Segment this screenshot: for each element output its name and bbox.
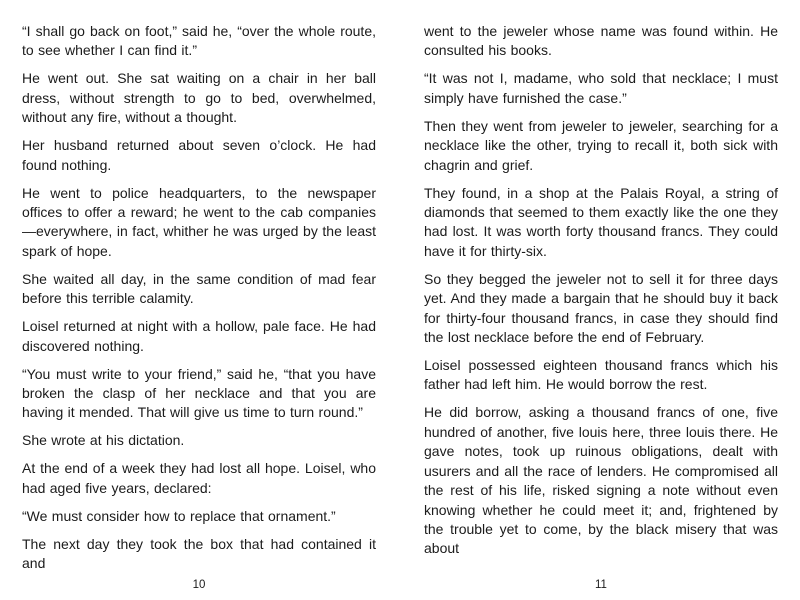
page-left	[22, 22, 376, 600]
paragraph: “It was not I, madame, who sold that necklace; I must simply have furnished the case.”	[424, 70, 778, 106]
paragraph: “You must write to your friend,” said he, “that you have broken the clasp of her necklace and that you are having it mended. That will give us time to turn round.”	[22, 365, 376, 421]
paragraph: So they begged the jeweler not to sell it for three days yet. And they made a bargain that he should buy it back for thirty-four thousand francs, in case they should find the lost necklace before the end of February.	[424, 270, 778, 346]
paragraph: Her husband returned about seven o’clock. He had found nothing.	[22, 137, 376, 173]
paragraph: The next day they took the box that had contained it and	[22, 535, 376, 572]
paragraph: She waited all day, in the same condition of mad fear before this terrible calamity.	[22, 270, 376, 307]
paragraph: went to the jeweler whose name was found within. He consulted his books.	[424, 23, 778, 59]
paragraph: He went out. She sat waiting on a chair in her ball dress, without strength to go to bed, overwhelmed, without any fire, without a thought.	[22, 70, 376, 126]
paragraph: “I shall go back on foot,” said he, “over the whole route, to see whether I can find it.”	[22, 23, 376, 59]
paragraph: Then they went from jeweler to jeweler, searching for a necklace like the other, trying to recall it, both sick with chagrin and grief.	[424, 117, 778, 173]
paragraph: They found, in a shop at the Palais Royal, a string of diamonds that seemed to them exactly like the one they had lost. It was worth forty thousand francs. They could have it for thirty-six.	[424, 184, 778, 259]
paragraph: He went to police headquarters, to the newspaper offices to offer a reward; he went to the cab companies—everywhere, in fact, whither he was urged by the least spark of hope.	[22, 184, 376, 259]
page-left-text	[22, 22, 376, 574]
paragraph: “We must consider how to replace that ornament.”	[22, 507, 336, 524]
page-right	[424, 22, 778, 600]
page-right-number: 11	[595, 579, 607, 591]
paragraph: Loisel possessed eighteen thousand francs which his father had left him. He would borrow the rest.	[424, 357, 778, 393]
paragraph: At the end of a week they had lost all hope. Loisel, who had aged five years, declared:	[22, 460, 376, 496]
page-right-text	[424, 22, 778, 559]
paragraph: He did borrow, asking a thousand francs of one, five hundred of another, five louis here, three louis there. He gave notes, took up ruinous obligations, dealt with usurers and all the race of lenders. He compromised all the rest of his life, risked signing a note without even knowing whether he could meet it; and, frightened by the trouble yet to come, by the black misery that was about	[424, 404, 778, 557]
page-left-number: 10	[192, 579, 206, 591]
paragraph: She wrote at his dictation.	[22, 432, 185, 449]
paragraph: Loisel returned at night with a hollow, pale face. He had discovered nothing.	[22, 318, 376, 354]
